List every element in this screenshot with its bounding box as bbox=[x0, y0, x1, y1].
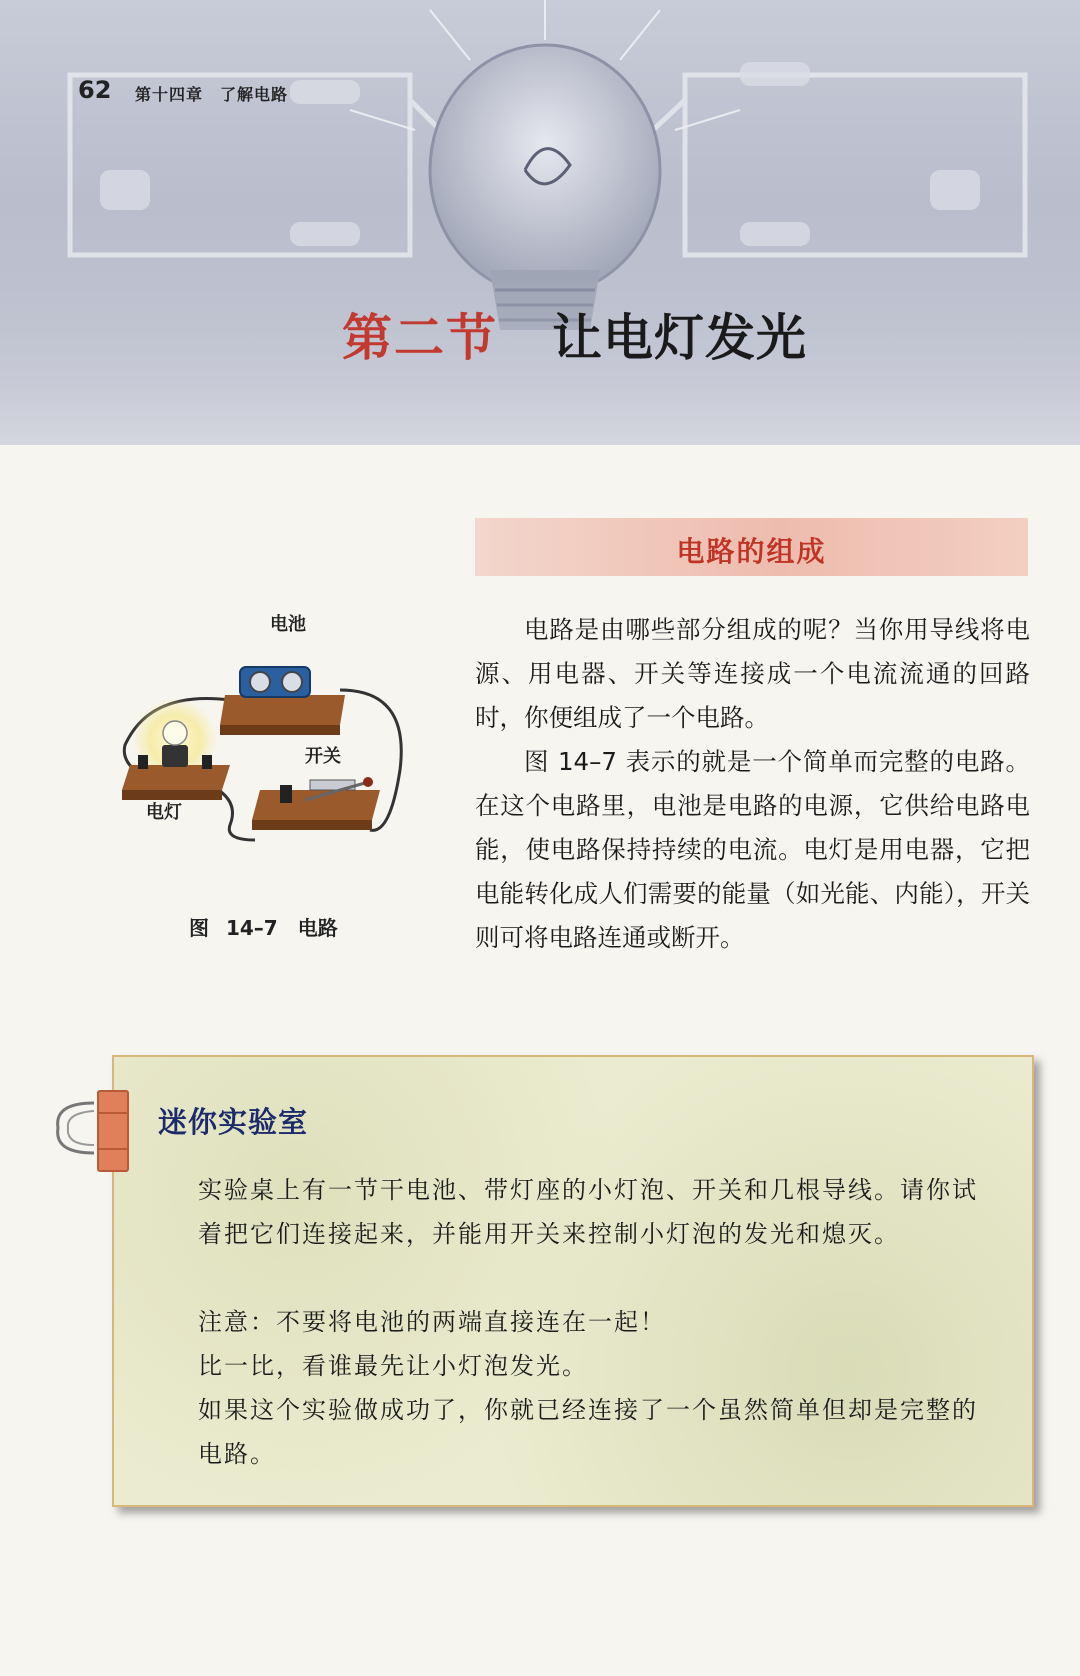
section-name: 让电灯发光 bbox=[552, 309, 807, 367]
body-paragraph: 电路是由哪些部分组成的呢？当你用导线将电源、用电器、开关等连接成一个电流流通的回路时，你便组成了一个电路。 bbox=[475, 615, 1030, 732]
section-number: 第二节 bbox=[342, 309, 498, 367]
mini-lab-title: 迷你实验室 bbox=[158, 1105, 309, 1139]
subheading: 电路的组成 bbox=[676, 535, 827, 568]
mini-lab-paragraph: 比一比，看谁最先让小灯泡发光。 bbox=[198, 1352, 588, 1380]
section-title bbox=[342, 298, 807, 370]
battery-label: 电池 bbox=[270, 614, 306, 635]
subheading-band bbox=[475, 518, 1028, 576]
circuit-figure bbox=[110, 614, 440, 900]
switch-icon bbox=[252, 777, 380, 830]
mini-lab-paragraph: 如果这个实验做成功了，你就已经连接了一个虽然简单但却是完整的电路。 bbox=[198, 1396, 978, 1468]
running-head-chapter: 第十四章 了解电路 bbox=[135, 85, 289, 104]
lamp-label: 电灯 bbox=[146, 802, 182, 823]
circuit-illustration bbox=[110, 650, 440, 900]
figure-caption: 图 14–7 电路 bbox=[189, 916, 338, 940]
lamp-icon bbox=[122, 698, 230, 800]
light-bulb-illustration bbox=[0, 0, 1080, 445]
switch-label: 开关 bbox=[305, 746, 341, 767]
mini-lab-paragraph: 实验桌上有一节干电池、带灯座的小灯泡、开关和几根导线。请你试着把它们连接起来，并能用开关来控制小灯泡的发光和熄灭。 bbox=[198, 1176, 978, 1248]
mini-lab-warning: 注意：不要将电池的两端直接连在一起！ bbox=[198, 1308, 666, 1336]
page-number: 62 bbox=[78, 76, 112, 104]
body-paragraph: 图 14–7 表示的就是一个简单而完整的电路。在这个电路里，电池是电路的电源，它供给电路电能，使电路保持持续的电流。电灯是用电器，它把电能转化成人们需要的能量（如光能、内能），开关则可将电路连通或断开。 bbox=[475, 747, 1030, 952]
binder-clip-icon bbox=[54, 1083, 139, 1173]
chapter-header-banner bbox=[0, 0, 1080, 445]
battery-icon bbox=[220, 667, 345, 735]
